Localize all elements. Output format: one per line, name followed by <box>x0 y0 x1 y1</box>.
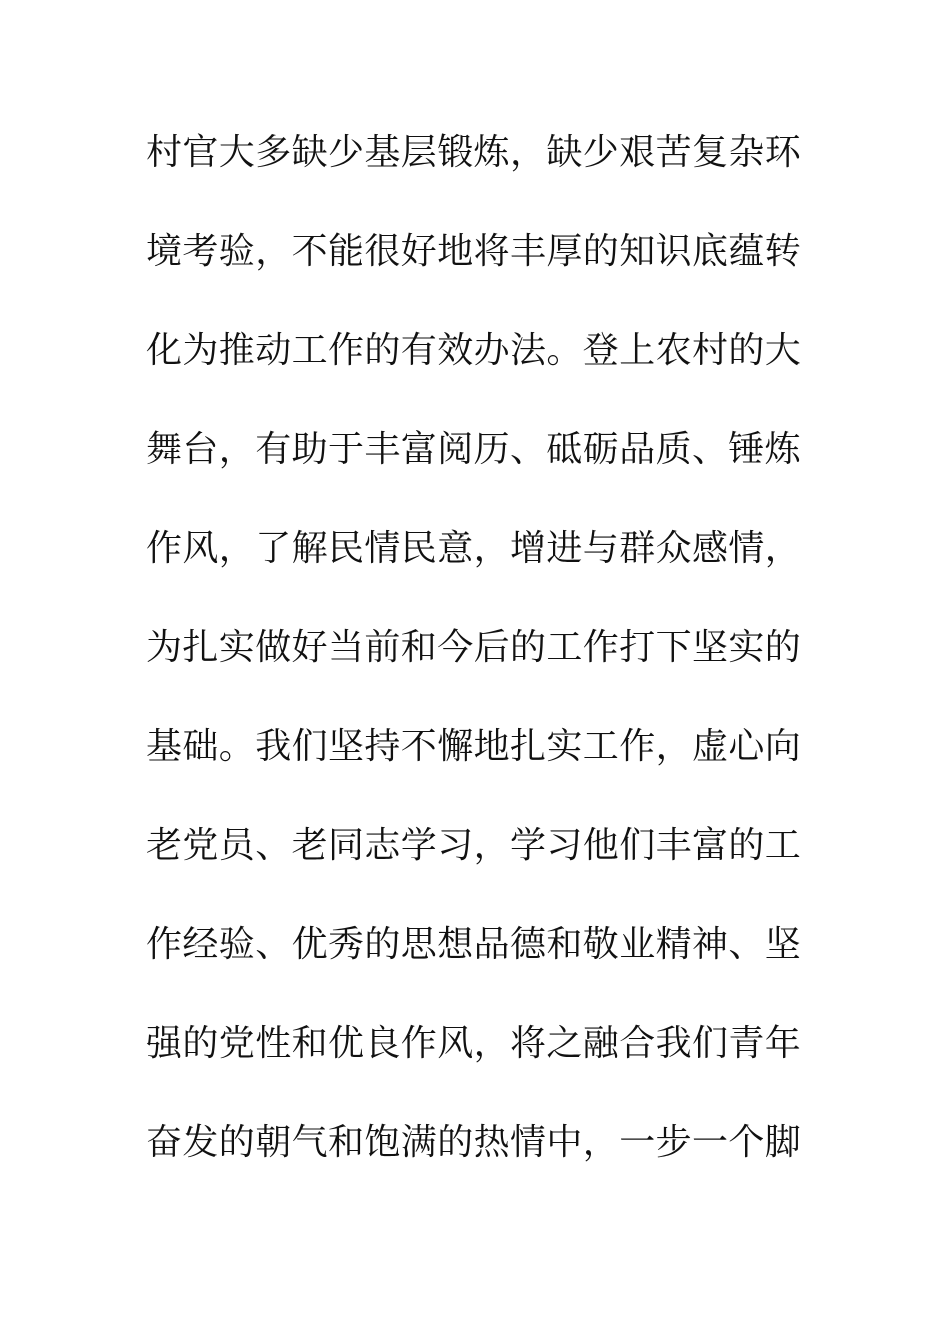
text-line-10: 强的党性和优良作风，将之融合我们青年 <box>146 1023 802 1064</box>
text-line-8: 老党员、老同志学习，学习他们丰富的工 <box>146 825 802 866</box>
text-line-3: 化为推动工作的有效办法。登上农村的大 <box>146 330 802 371</box>
text-line-7: 基础。我们坚持不懈地扎实工作，虚心向 <box>146 726 802 767</box>
text-line-11: 奋发的朝气和饱满的热情中，一步一个脚 <box>146 1122 802 1163</box>
text-line-1: 村官大多缺少基层锻炼，缺少艰苦复杂环 <box>146 132 802 173</box>
text-line-9: 作经验、优秀的思想品德和敬业精神、坚 <box>146 924 802 965</box>
text-line-6: 为扎实做好当前和今后的工作打下坚实的 <box>146 627 802 668</box>
text-line-4: 舞台，有助于丰富阅历、砥砺品质、锤炼 <box>146 429 802 470</box>
text-line-2: 境考验，不能很好地将丰厚的知识底蕴转 <box>146 231 802 272</box>
text-line-5: 作风，了解民情民意，增进与群众感情， <box>146 528 802 569</box>
body-text <box>146 122 826 1211</box>
